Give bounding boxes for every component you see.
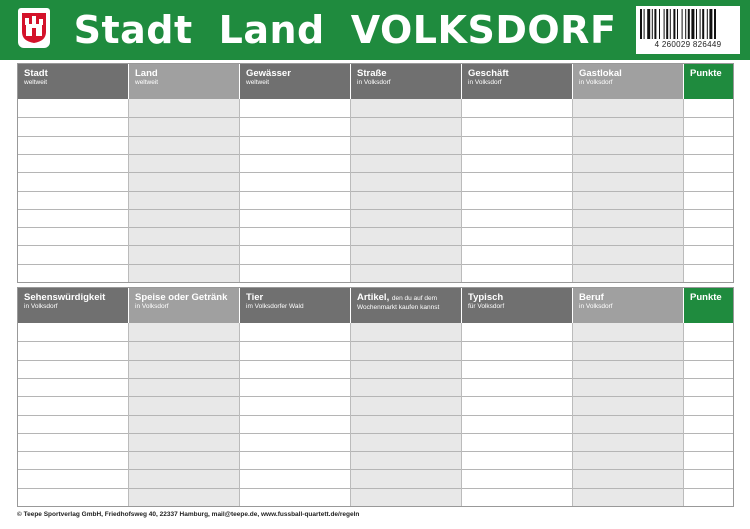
column-name [135, 68, 233, 79]
write-line [18, 227, 128, 228]
write-line [129, 209, 239, 210]
column-name-text: Artikel, [357, 292, 390, 303]
answer-column [18, 323, 129, 506]
column-name [24, 68, 122, 79]
column-subtitle: in Volksdorf [135, 303, 169, 310]
write-line [684, 469, 733, 470]
write-line [18, 154, 128, 155]
write-line [240, 433, 350, 434]
write-line [684, 227, 733, 228]
column-header [573, 64, 684, 99]
write-line [462, 378, 572, 379]
write-line [351, 117, 461, 118]
write-line [462, 117, 572, 118]
write-line [18, 360, 128, 361]
write-line [351, 191, 461, 192]
hamburg-crest-icon [18, 8, 50, 48]
write-line [240, 415, 350, 416]
column-name [246, 292, 344, 303]
table-2-body [18, 323, 733, 506]
write-line [351, 136, 461, 137]
write-line [18, 433, 128, 434]
write-line [129, 360, 239, 361]
write-line [18, 172, 128, 173]
write-line [129, 433, 239, 434]
write-line [684, 488, 733, 489]
write-line [129, 227, 239, 228]
write-line [18, 191, 128, 192]
write-line [240, 341, 350, 342]
write-line [240, 227, 350, 228]
column-subtitle: weltweit [135, 79, 159, 86]
write-line [351, 341, 461, 342]
write-line [18, 117, 128, 118]
write-line [18, 469, 128, 470]
column-subtitle: in Volksdorf [579, 79, 613, 86]
column-header [573, 288, 684, 323]
write-line [573, 245, 683, 246]
column-name-text: Speise oder Getränk [135, 292, 228, 303]
write-line [462, 136, 572, 137]
write-line [351, 415, 461, 416]
footer-imprint: © Teepe Sportverlag GmbH, Friedhofsweg 40, 22337 Hamburg, mail@teepe.de, www.fussball-quartett.de/regeln [17, 511, 360, 518]
write-line [129, 172, 239, 173]
write-line [18, 488, 128, 489]
column-header [129, 64, 240, 99]
write-line [18, 245, 128, 246]
write-line [240, 451, 350, 452]
write-line [462, 451, 572, 452]
write-line [462, 191, 572, 192]
write-line [351, 396, 461, 397]
column-name-text: Geschäft [468, 68, 509, 79]
write-line [462, 433, 572, 434]
column-name-text: Beruf [579, 292, 604, 303]
answer-column [240, 99, 351, 282]
column-name-text: Punkte [690, 68, 722, 79]
write-line [573, 227, 683, 228]
write-line [240, 191, 350, 192]
write-line [573, 172, 683, 173]
write-line [684, 209, 733, 210]
write-line [351, 451, 461, 452]
column-subtitle: für Volksdorf [468, 303, 505, 310]
write-line [684, 360, 733, 361]
table-1-body [18, 99, 733, 282]
write-line [240, 117, 350, 118]
write-line [351, 245, 461, 246]
write-line [18, 136, 128, 137]
column-subtitle: in Volksdorf [24, 303, 58, 310]
write-line [240, 245, 350, 246]
write-line [18, 209, 128, 210]
write-line [18, 451, 128, 452]
answer-column [240, 323, 351, 506]
write-line [573, 433, 683, 434]
column-header [351, 288, 462, 323]
game-table-2 [17, 287, 734, 507]
write-line [351, 172, 461, 173]
write-line [684, 172, 733, 173]
write-line [129, 488, 239, 489]
write-line [684, 264, 733, 265]
title-word-1: Stadt [73, 8, 193, 52]
write-line [240, 378, 350, 379]
write-line [351, 488, 461, 489]
column-name-inline: den du auf dem [391, 295, 438, 302]
write-line [573, 209, 683, 210]
write-line [129, 415, 239, 416]
title-word-3: VOLKSDORF [350, 8, 617, 52]
write-line [573, 488, 683, 489]
write-line [129, 136, 239, 137]
write-line [351, 469, 461, 470]
write-line [129, 378, 239, 379]
write-line [462, 172, 572, 173]
answer-column [462, 323, 573, 506]
column-header [240, 288, 351, 323]
answer-column [573, 323, 684, 506]
column-name-text: Straße [357, 68, 387, 79]
write-line [351, 264, 461, 265]
column-name [468, 292, 566, 303]
write-line [684, 136, 733, 137]
write-line [351, 227, 461, 228]
write-line [684, 117, 733, 118]
write-line [129, 469, 239, 470]
write-line [684, 154, 733, 155]
write-line [684, 415, 733, 416]
header-bar [0, 0, 750, 60]
column-header [684, 288, 733, 323]
column-name [24, 292, 122, 303]
write-line [462, 245, 572, 246]
answer-column [462, 99, 573, 282]
column-name [690, 292, 727, 303]
column-subtitle: weltweit [246, 79, 270, 86]
column-header [240, 64, 351, 99]
column-header [684, 64, 733, 99]
write-line [573, 154, 683, 155]
write-line [351, 209, 461, 210]
column-name-text: Gewässer [246, 68, 291, 79]
write-line [684, 191, 733, 192]
column-name-text: Punkte [690, 292, 722, 303]
column-header [18, 64, 129, 99]
write-line [462, 154, 572, 155]
barcode-number: 4 260029 826449 [654, 40, 722, 49]
write-line [129, 396, 239, 397]
write-line [684, 451, 733, 452]
column-name-text: Stadt [24, 68, 48, 79]
write-line [240, 360, 350, 361]
write-line [462, 360, 572, 361]
write-line [573, 117, 683, 118]
write-line [573, 360, 683, 361]
write-line [573, 341, 683, 342]
column-name-text: Sehenswürdigkeit [24, 292, 106, 303]
write-line [240, 488, 350, 489]
write-line [129, 117, 239, 118]
column-name [246, 68, 344, 79]
barcode [636, 6, 740, 54]
write-line [573, 264, 683, 265]
write-line [462, 264, 572, 265]
write-line [462, 341, 572, 342]
write-line [573, 191, 683, 192]
column-name [468, 68, 566, 79]
write-line [573, 451, 683, 452]
write-line [129, 264, 239, 265]
column-subtitle: weltweit [24, 79, 48, 86]
column-name [579, 292, 677, 303]
write-line [684, 378, 733, 379]
write-line [351, 378, 461, 379]
write-line [18, 378, 128, 379]
write-line [129, 451, 239, 452]
table-2-header [18, 288, 733, 323]
write-line [462, 415, 572, 416]
write-line [129, 154, 239, 155]
column-name-text: Gastlokal [579, 68, 622, 79]
write-line [18, 341, 128, 342]
answer-column [684, 99, 733, 282]
write-line [240, 209, 350, 210]
write-line [351, 154, 461, 155]
write-line [462, 469, 572, 470]
write-line [18, 396, 128, 397]
write-line [573, 396, 683, 397]
write-line [129, 245, 239, 246]
answer-column [573, 99, 684, 282]
write-line [240, 154, 350, 155]
column-name-text: Land [135, 68, 158, 79]
write-line [462, 209, 572, 210]
write-line [573, 415, 683, 416]
column-name [357, 292, 455, 304]
column-name [357, 68, 455, 79]
column-subtitle: in Volksdorf [468, 79, 502, 86]
write-line [684, 341, 733, 342]
write-line [684, 245, 733, 246]
write-line [240, 264, 350, 265]
column-name [579, 68, 677, 79]
answer-column [129, 99, 240, 282]
write-line [18, 415, 128, 416]
answer-column [684, 323, 733, 506]
write-line [573, 136, 683, 137]
page-title [60, 4, 630, 56]
column-header [351, 64, 462, 99]
column-header [129, 288, 240, 323]
table-1-header [18, 64, 733, 99]
write-line [684, 396, 733, 397]
answer-column [129, 323, 240, 506]
write-line [240, 172, 350, 173]
write-line [573, 469, 683, 470]
write-line [684, 433, 733, 434]
answer-column [351, 323, 462, 506]
column-name-text: Typisch [468, 292, 504, 303]
write-line [240, 136, 350, 137]
column-subtitle: in Volksdorf [357, 79, 391, 86]
write-line [240, 469, 350, 470]
column-subtitle: Wochenmarkt kaufen kannst [357, 304, 440, 311]
write-line [573, 378, 683, 379]
column-header [18, 288, 129, 323]
column-header [462, 288, 573, 323]
column-header [462, 64, 573, 99]
write-line [129, 191, 239, 192]
write-line [462, 227, 572, 228]
column-name [690, 68, 727, 79]
answer-column [18, 99, 129, 282]
write-line [351, 360, 461, 361]
write-line [351, 433, 461, 434]
write-line [240, 396, 350, 397]
write-line [462, 488, 572, 489]
write-line [18, 264, 128, 265]
write-line [462, 396, 572, 397]
answer-column [351, 99, 462, 282]
game-table-1 [17, 63, 734, 283]
barcode-bars-icon [640, 9, 736, 39]
title-word-2: Land [218, 8, 325, 52]
write-line [129, 341, 239, 342]
column-name [135, 292, 233, 303]
column-name-text: Tier [246, 292, 264, 303]
column-subtitle: in Volksdorf [579, 303, 613, 310]
column-subtitle: im Volksdorfer Wald [246, 303, 304, 310]
